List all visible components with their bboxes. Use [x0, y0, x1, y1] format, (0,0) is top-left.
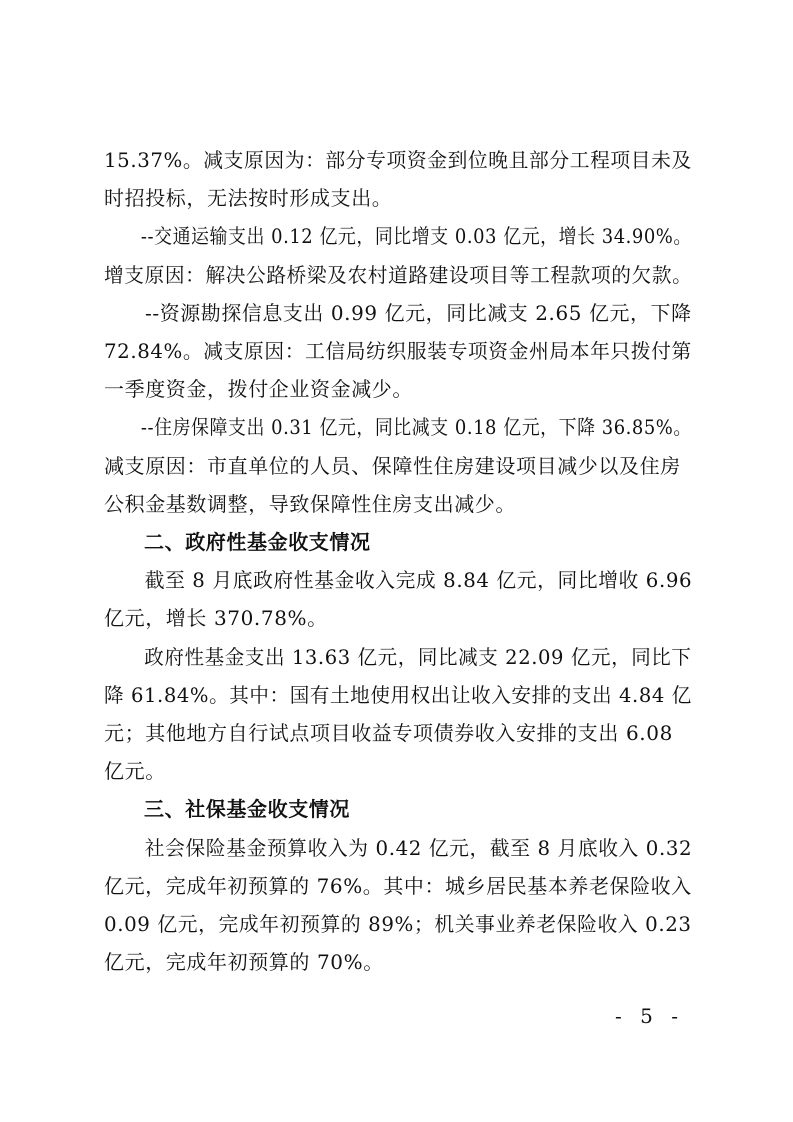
text-line: 0.09 亿元，完成年初预算的 89%；机关事业养老保险收入 0.23: [104, 912, 692, 937]
text-line: --资源勘探信息支出 0.99 亿元，同比减支 2.65 亿元，下降: [104, 300, 692, 325]
text-line: --住房保障支出 0.31 亿元，同比减支 0.18 亿元，下降 36.85%。: [104, 415, 692, 440]
text-line: 亿元，完成年初预算的 76%。其中：城乡居民基本养老保险收入: [104, 873, 692, 898]
heading-social-security-fund: [104, 790, 692, 828]
text-line: 减支原因：市直单位的人员、保障性住房建设项目减少以及住房: [104, 453, 681, 478]
text-line: 72.84%。减支原因：工信局纺织服装专项资金州局本年只拨付第: [104, 339, 692, 364]
text-line: 三、社保基金收支情况: [144, 797, 350, 822]
para-transport: [104, 217, 692, 293]
text-line: 降 61.84%。其中：国有土地使用权出让收入安排的支出 4.84 亿: [104, 682, 692, 707]
text-line: 亿元，增长 370.78%。: [104, 606, 328, 631]
page-number: - 5 -: [615, 1004, 684, 1028]
text-line: 亿元。: [104, 759, 166, 784]
text-line: 截至 8 月底政府性基金收入完成 8.84 亿元，同比增收 6.96: [104, 568, 693, 593]
document-body: [104, 141, 692, 981]
para-fund-income: [104, 561, 692, 637]
para-fund-expense: [104, 638, 692, 791]
text-line: 社会保险基金预算收入为 0.42 亿元，截至 8 月底收入 0.32: [104, 835, 693, 860]
text-line: --交通运输支出 0.12 亿元，同比增支 0.03 亿元，增长 34.90%。: [104, 224, 692, 249]
text-line: 一季度资金，拨付企业资金减少。: [104, 377, 413, 402]
para-social-security: [104, 829, 692, 982]
para-resources: [104, 294, 692, 409]
text-line: 增支原因：解决公路桥梁及农村道路建设项目等工程款项的欠款。: [104, 262, 693, 287]
text-line: 政府性基金支出 13.63 亿元，同比减支 22.09 亿元，同比下: [104, 644, 692, 669]
text-line: 元；其他地方自行试点项目收益专项债券收入安排的支出 6.08: [104, 721, 673, 746]
text-line: 15.37%。减支原因为：部分专项资金到位晚且部分工程项目未及: [104, 148, 692, 172]
text-line: 二、政府性基金收支情况: [144, 530, 371, 555]
heading-government-fund: [104, 523, 692, 561]
para-continued-reduction: [104, 141, 692, 217]
text-line: 亿元，完成年初预算的 70%。: [104, 950, 384, 975]
para-housing: [104, 408, 692, 523]
text-line: 时招投标，无法按时形成支出。: [104, 186, 393, 211]
text-line: 公积金基数调整，导致保障性住房支出减少。: [104, 491, 516, 516]
